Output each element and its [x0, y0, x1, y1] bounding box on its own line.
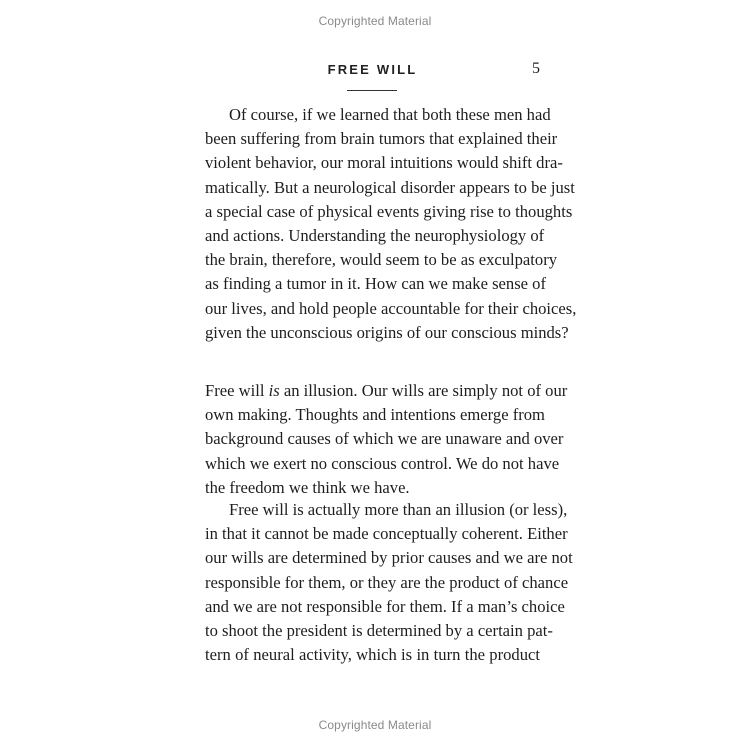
text-line: and we are not responsible for them. If a man’s choice	[205, 596, 565, 616]
text-line: own making. Thoughts and intentions emerge from	[205, 405, 545, 425]
text-line: to shoot the president is determined by a certain pat-	[205, 620, 553, 640]
text-fragment: an illusion. Our wills are simply not of our	[279, 381, 568, 400]
text-line: and actions. Understanding the neurophysiology of	[205, 225, 545, 245]
text-line: our lives, and hold people accountable for their choices,	[205, 298, 577, 318]
running-head	[205, 60, 540, 80]
emphasis-text: is	[268, 381, 280, 400]
text-line: the freedom we think we have.	[205, 477, 410, 497]
text-line: Of course, if we learned that both these men had	[229, 105, 551, 124]
chapter-title: FREE WILL	[327, 62, 418, 77]
text-line: violent behavior, our moral intuitions would shift dra-	[205, 153, 563, 173]
copyright-watermark-top: Copyrighted Material	[318, 14, 432, 28]
text-line: responsible for them, or they are the product of chance	[205, 572, 569, 592]
text-line: background causes of which we are unaware and over	[205, 429, 564, 449]
paragraph-3	[205, 498, 573, 667]
page-number: 5	[532, 60, 540, 77]
text-line: tern of neural activity, which is in turn the product	[205, 645, 540, 665]
text-line: the brain, therefore, would seem to be as exculpatory	[205, 250, 558, 270]
header-rule	[347, 90, 397, 91]
text-fragment: Free will	[205, 381, 269, 400]
text-line: matically. But a neurological disorder appears to be just	[205, 177, 575, 197]
text-line	[205, 379, 568, 403]
text-line: which we exert no conscious control. We do not have	[205, 453, 560, 473]
text-line: a special case of physical events giving rise to thoughts	[205, 201, 573, 221]
copyright-watermark-bottom: Copyrighted Material	[318, 718, 432, 732]
paragraph-2	[205, 379, 568, 500]
text-line: been suffering from brain tumors that explained their	[205, 129, 558, 149]
text-line: Free will is actually more than an illusion (or less),	[229, 500, 568, 519]
text-line: as finding a tumor in it. How can we make sense of	[205, 274, 547, 294]
text-line: in that it cannot be made conceptually coherent. Either	[205, 524, 568, 544]
paragraph-1	[205, 103, 577, 345]
text-line: given the unconscious origins of our conscious minds?	[205, 322, 569, 342]
text-line: our wills are determined by prior causes and we are not	[205, 548, 573, 568]
